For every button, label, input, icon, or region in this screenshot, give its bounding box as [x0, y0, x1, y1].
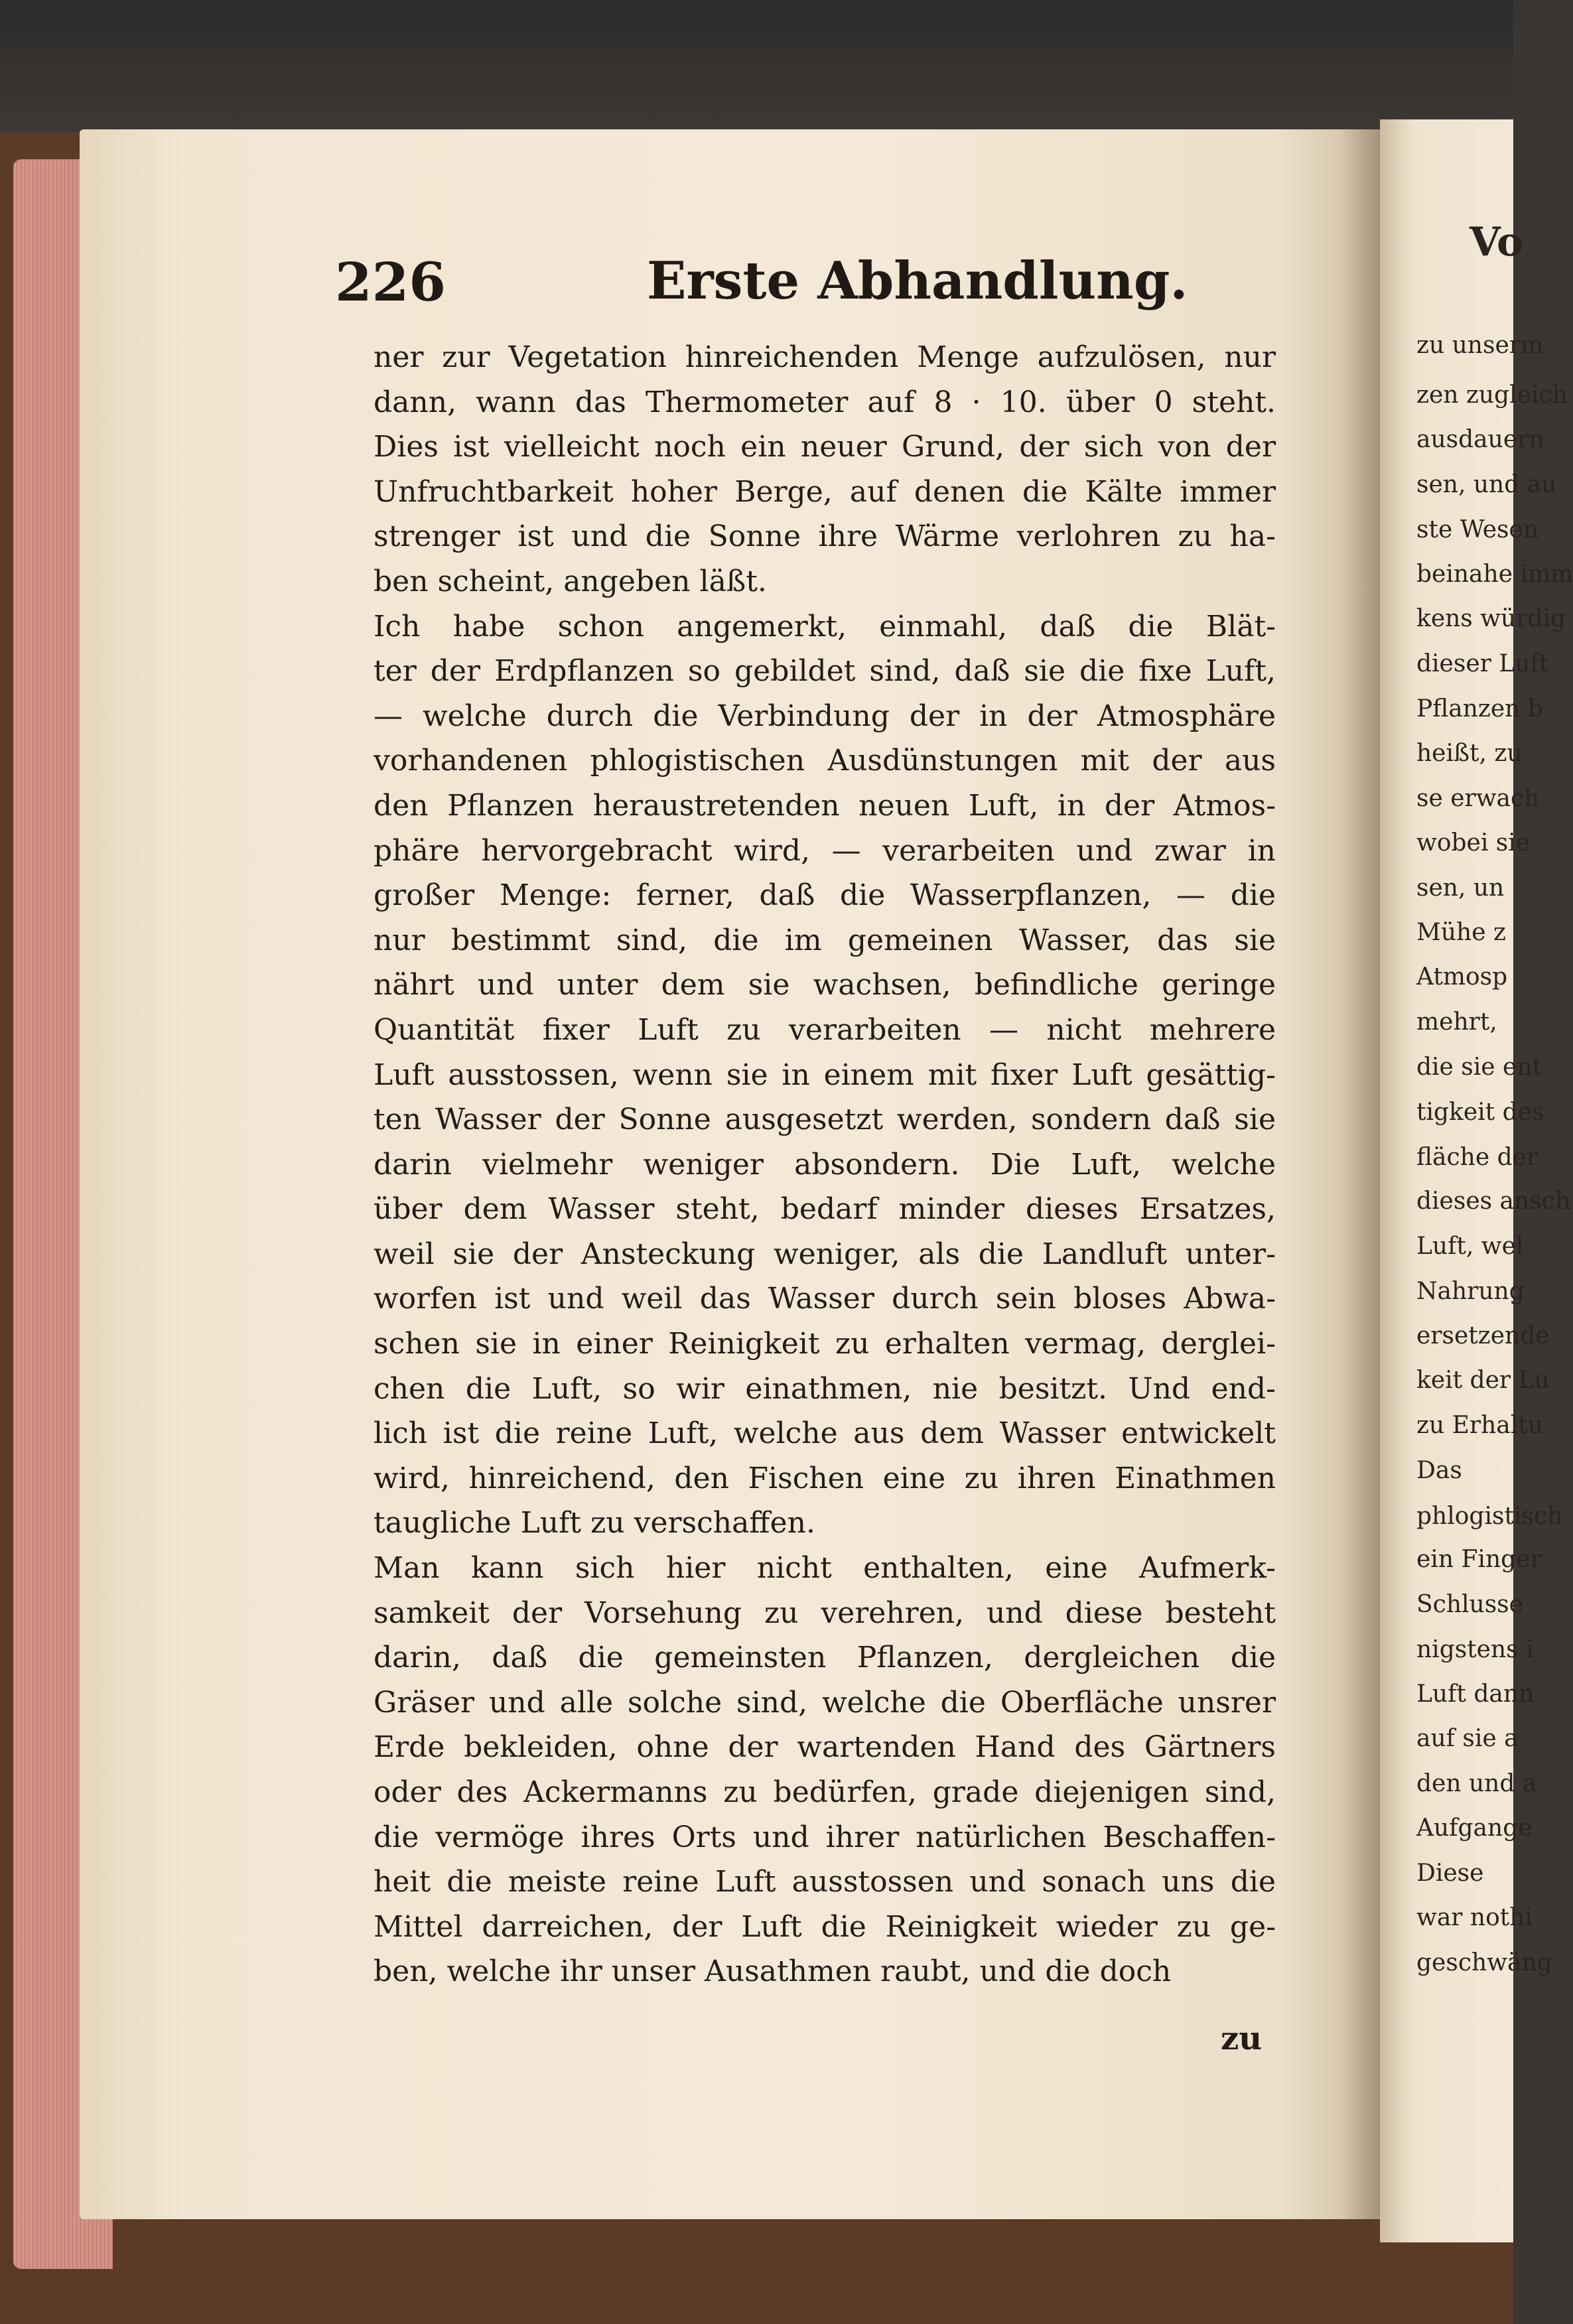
facing-page-fragment: dieses ansch: [1416, 1188, 1571, 1215]
text-line: nur bestimmt sind, die im gemeinen Wasser, das sie: [374, 923, 1276, 957]
facing-page-fragment: Pflanzen b: [1416, 695, 1543, 722]
facing-page-fragment: sen, un: [1416, 874, 1505, 902]
text-line: phäre hervorgebracht wird, — verarbeiten und zwar in: [374, 833, 1276, 868]
text-line: den Pflanzen heraustretenden neuen Luft, in der Atmos-: [374, 788, 1276, 823]
facing-page-fragment: Diese: [1416, 1860, 1484, 1887]
facing-page-fragment: beinahe imm: [1416, 561, 1573, 588]
facing-page-fragment: die sie ent: [1416, 1054, 1542, 1081]
facing-page-fragment: ste Wesen: [1416, 516, 1539, 543]
facing-page-fragment: sen, und au: [1416, 471, 1557, 498]
catchword: zu: [1221, 2020, 1263, 2057]
text-line: worfen ist und weil das Wasser durch sein bloses Abwa-: [374, 1282, 1276, 1316]
text-line: ten Wasser der Sonne ausgesetzt werden, sondern daß sie: [374, 1103, 1276, 1137]
text-line: Gräser und alle solche sind, welche die Oberfläche unsrer: [374, 1685, 1276, 1720]
text-line: wird, hinreichend, den Fischen eine zu ihren Einathmen: [374, 1461, 1276, 1495]
text-line: Quantität fixer Luft zu verarbeiten — nicht mehrere: [374, 1012, 1276, 1047]
facing-page-fragment: Das: [1416, 1457, 1462, 1484]
facing-page-fragment: Atmosp: [1416, 963, 1508, 991]
text-line: vorhandenen phlogistischen Ausdünstungen mit der aus: [374, 744, 1276, 778]
facing-page-fragment: Vo: [1470, 219, 1524, 265]
text-line: nährt und unter dem sie wachsen, befindliche geringe: [374, 968, 1276, 1002]
facing-page-fragment: auf sie a: [1416, 1725, 1519, 1752]
facing-page-fragment: tigkeit des: [1416, 1099, 1544, 1126]
facing-page-fragment: zu Erhaltu: [1416, 1412, 1543, 1439]
facing-page-fragment: Nahrung: [1416, 1278, 1525, 1305]
facing-page-fragment: Schlusse: [1416, 1591, 1523, 1618]
facing-page-fragment: fläche der: [1416, 1144, 1539, 1171]
text-line: Erde bekleiden, ohne der wartenden Hand des Gärtners: [374, 1730, 1276, 1765]
running-title: Erste Abhandlung.: [647, 251, 1188, 311]
text-line: großer Menge: ferner, daß die Wasserpflanzen, — die: [374, 878, 1276, 913]
text-line: heit die meiste reine Luft ausstossen und sonach uns die: [374, 1865, 1276, 1899]
facing-page-fragment: Mühe z: [1416, 919, 1506, 946]
facing-page-fragment: ausdauern: [1416, 426, 1544, 453]
page-number: 226: [335, 251, 446, 313]
facing-page-fragment: Luft dann: [1416, 1680, 1535, 1708]
text-line: — welche durch die Verbindung der in der Atmosphäre: [374, 699, 1276, 733]
text-line: ner zur Vegetation hinreichenden Menge aufzulösen, nur: [374, 340, 1276, 374]
facing-page-fragment: zu unserm: [1416, 332, 1544, 359]
text-line: dann, wann das Thermometer auf 8 · 10. über 0 steht.: [374, 385, 1276, 419]
text-line: darin vielmehr weniger absondern. Die Luft, welche: [374, 1147, 1276, 1182]
text-line: Mittel darreichen, der Luft die Reinigkeit wieder zu ge-: [374, 1909, 1276, 1944]
facing-page-fragment: wobei sie: [1416, 829, 1531, 856]
text-line: Luft ausstossen, wenn sie in einem mit fixer Luft gesättig-: [374, 1058, 1276, 1092]
text-line: taugliche Luft zu verschaffen.: [374, 1506, 815, 1540]
text-line: lich ist die reine Luft, welche aus dem Wasser entwickelt: [374, 1416, 1276, 1451]
text-line: weil sie der Ansteckung weniger, als die Landluft unter-: [374, 1237, 1276, 1271]
facing-page-fragment: war nothi: [1416, 1904, 1533, 1931]
facing-page-fragment: dieser Luft: [1416, 650, 1549, 677]
text-line: ben, welche ihr unser Ausathmen raubt, und die doch: [374, 1954, 1172, 1989]
facing-page-fragment: nigstens i: [1416, 1636, 1534, 1663]
text-line: oder des Ackermanns zu bedürfen, grade diejenigen sind,: [374, 1775, 1276, 1809]
body-text: [374, 335, 1276, 1994]
text-line: Unfruchtbarkeit hoher Berge, auf denen die Kälte immer: [374, 474, 1276, 509]
text-line: chen die Luft, so wir einathmen, nie besitzt. Und end-: [374, 1371, 1276, 1406]
text-line: ben scheint, angeben läßt.: [374, 564, 767, 598]
facing-page-fragment: ersetzende: [1416, 1322, 1550, 1349]
text-line: die vermöge ihres Orts und ihrer natürlichen Beschaffen-: [374, 1820, 1276, 1854]
text-line: schen sie in einer Reinigkeit zu erhalten vermag, derglei-: [374, 1327, 1276, 1361]
text-line: darin, daß die gemeinsten Pflanzen, dergleichen die: [374, 1641, 1276, 1675]
facing-page-fragment: mehrt,: [1416, 1008, 1497, 1036]
facing-page-fragment: phlogistisch: [1416, 1503, 1563, 1530]
facing-page-fragment: se erwach: [1416, 785, 1540, 812]
text-line: über dem Wasser steht, bedarf minder dieses Ersatzes,: [374, 1192, 1276, 1227]
facing-page-fragment: Luft, wel: [1416, 1233, 1524, 1260]
facing-page-fragment: ein Finger: [1416, 1546, 1542, 1573]
facing-page-fragment: heißt, zu: [1416, 740, 1523, 767]
facing-page-fragment: geschwäng: [1416, 1949, 1552, 1976]
facing-page-fragment: den und a: [1416, 1770, 1537, 1797]
text-line: samkeit der Vorsehung zu verehren, und diese besteht: [374, 1596, 1276, 1630]
facing-page-fragment: keit der Lu: [1416, 1367, 1550, 1394]
text-line: Ich habe schon angemerkt, einmahl, daß die Blät-: [374, 609, 1276, 644]
facing-page-fragment: Aufgange: [1416, 1814, 1533, 1842]
facing-page-fragment: zen zugleich: [1416, 381, 1568, 409]
facing-page: [1380, 119, 1573, 2242]
facing-page-fragment: kens würdig: [1416, 605, 1566, 632]
text-line: ter der Erdpflanzen so gebildet sind, daß sie die fixe Luft,: [374, 654, 1276, 689]
text-line: strenger ist und die Sonne ihre Wärme verlohren zu ha-: [374, 519, 1276, 554]
text-line: Dies ist vielleicht noch ein neuer Grund, der sich von der: [374, 430, 1276, 464]
text-line: Man kann sich hier nicht enthalten, eine Aufmerk-: [374, 1551, 1276, 1586]
